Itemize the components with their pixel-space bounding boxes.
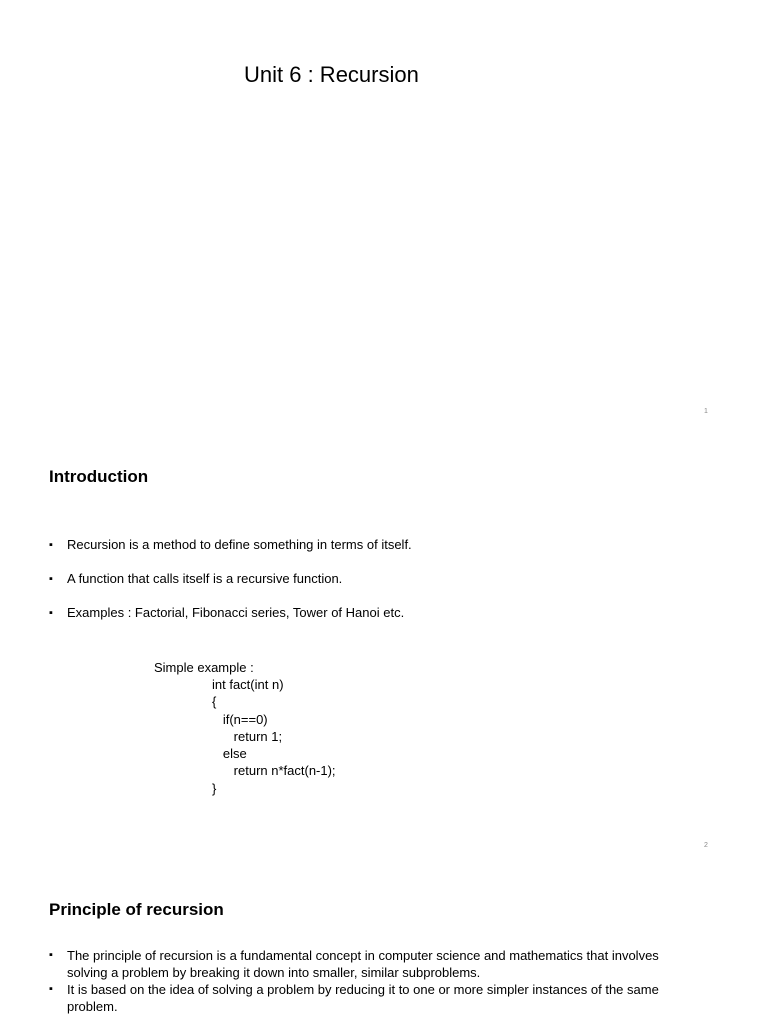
slide-3 xyxy=(0,866,768,1024)
slide-1 xyxy=(0,0,768,433)
slide-heading: Introduction xyxy=(49,467,149,486)
bullet-text: It is based on the idea of solving a problem by reducing it to one or more simpler instances of the same problem. xyxy=(67,982,659,1014)
bullet-item xyxy=(49,570,709,588)
bullet-list xyxy=(49,947,689,1015)
slide-2 xyxy=(0,433,768,866)
square-bullet-icon: ▪ xyxy=(49,949,53,961)
bullet-list xyxy=(49,536,709,638)
slide-number: 2 xyxy=(704,842,708,849)
slide-title: Unit 6 : Recursion xyxy=(244,62,419,87)
bullet-item xyxy=(49,604,709,622)
bullet-text: Recursion is a method to define something in terms of itself. xyxy=(67,537,412,552)
code-example: int fact(int n) { if(n==0) return 1; else return n*fact(n-1); } xyxy=(212,677,336,796)
bullet-item xyxy=(49,947,689,981)
square-bullet-icon: ▪ xyxy=(49,573,53,585)
slide-number: 1 xyxy=(704,408,708,415)
bullet-item xyxy=(49,981,689,1015)
bullet-text: A function that calls itself is a recursive function. xyxy=(67,571,343,586)
slide-heading: Principle of recursion xyxy=(49,900,224,919)
code-example-label: Simple example : xyxy=(154,660,254,675)
square-bullet-icon: ▪ xyxy=(49,607,53,619)
bullet-item xyxy=(49,536,709,554)
bullet-text: Examples : Factorial, Fibonacci series, Tower of Hanoi etc. xyxy=(67,605,405,620)
square-bullet-icon: ▪ xyxy=(49,539,53,551)
square-bullet-icon: ▪ xyxy=(49,983,53,995)
bullet-text: The principle of recursion is a fundamental concept in computer science and mathematics that involves solving a problem by breaking it down into smaller, similar subproblems. xyxy=(67,948,659,980)
